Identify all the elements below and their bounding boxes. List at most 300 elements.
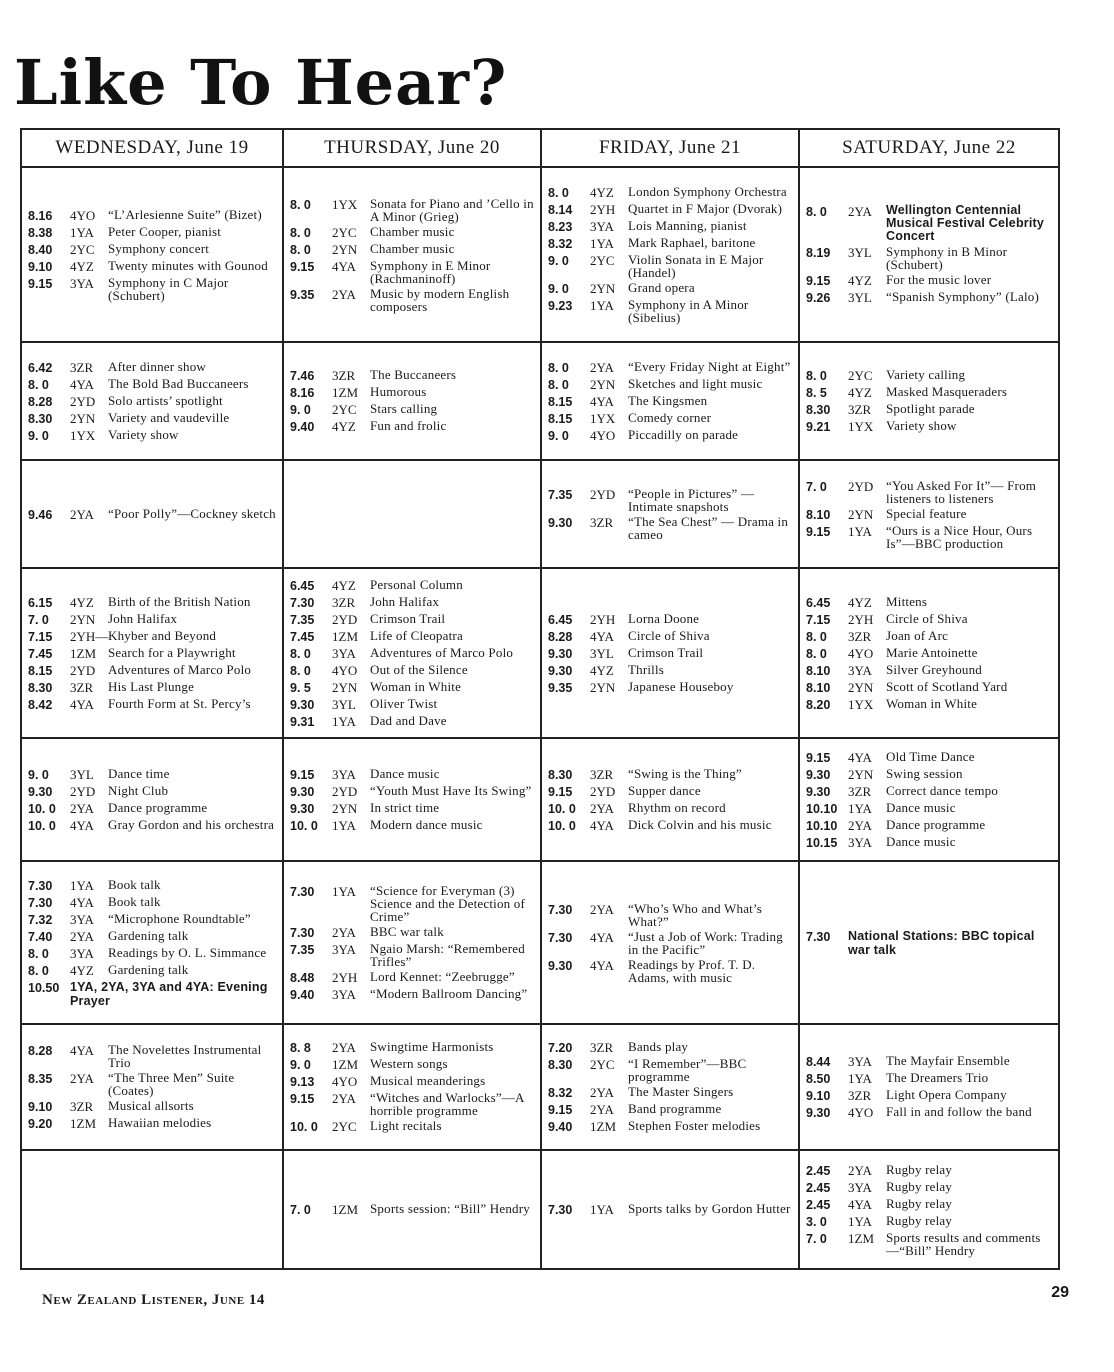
program-time: 9.10 xyxy=(806,1089,831,1103)
program-entry xyxy=(548,801,795,816)
program-entry xyxy=(806,204,1055,243)
station-callsign: 4YZ xyxy=(332,577,356,593)
program-title: Dick Colvin and his music xyxy=(628,816,772,832)
program-title: Symphony in E Minor (Rachmaninoff) xyxy=(370,257,491,286)
program-title: Dad and Dave xyxy=(370,712,447,728)
program-title: “Witches and Warlocks”—A horrible programme xyxy=(370,1090,524,1118)
station-callsign: 4YZ xyxy=(848,594,872,610)
program-title: Birth of the British Nation xyxy=(108,593,251,609)
program-title: Book talk xyxy=(108,876,161,892)
program-time: 8.30 xyxy=(28,411,53,426)
program-entry xyxy=(28,946,279,961)
program-title: Music by modern English composers xyxy=(370,285,510,314)
program-title: Adventures of Marco Polo xyxy=(108,661,252,677)
program-time: 8. 0 xyxy=(28,946,49,961)
program-title: “Poor Polly”—Cockney sketch xyxy=(108,505,276,521)
program-title: After dinner show xyxy=(108,358,206,374)
schedule-cell-wednesday xyxy=(20,461,282,569)
program-title: “The Three Men” Suite (Coates) xyxy=(108,1070,235,1098)
schedule-cell-friday xyxy=(540,739,798,862)
program-entry xyxy=(806,1105,1055,1120)
program-title: Silver Greyhound xyxy=(886,661,982,677)
program-time: 7.30 xyxy=(548,1203,573,1217)
program-time: 8. 0 xyxy=(290,663,311,678)
program-entry xyxy=(548,219,795,234)
program-title: Fun and frolic xyxy=(370,418,447,433)
schedule-cell-saturday xyxy=(798,168,1058,343)
program-entry xyxy=(28,767,279,782)
publication-footer: New Zealand Listener, June 14 xyxy=(42,1292,265,1308)
station-callsign: 2YA xyxy=(590,1102,614,1117)
station-callsign: 3ZR xyxy=(70,679,94,695)
program-time: 8.35 xyxy=(28,1072,53,1086)
program-entry xyxy=(548,236,795,251)
program-entry xyxy=(806,818,1055,833)
program-entry xyxy=(548,958,795,984)
program-time: 9.30 xyxy=(290,697,315,712)
program-time: 9. 0 xyxy=(290,403,311,417)
station-callsign: 2YD xyxy=(332,611,358,627)
station-callsign: 4YZ xyxy=(70,258,94,274)
program-entry xyxy=(548,1057,795,1083)
program-entry xyxy=(290,1119,537,1134)
program-time: 7.30 xyxy=(28,878,53,893)
schedule-cell-friday xyxy=(540,1025,798,1151)
station-callsign: 1YX xyxy=(848,696,874,712)
program-time: 7.35 xyxy=(290,942,315,957)
program-title: Crimson Trail xyxy=(628,644,704,660)
program-time: 9.40 xyxy=(290,420,315,434)
program-time: 8.42 xyxy=(28,697,53,712)
program-title: Readings by O. L. Simmance xyxy=(108,944,267,960)
program-time: 9.10 xyxy=(28,259,53,274)
program-time: 9.35 xyxy=(548,680,573,695)
program-entry xyxy=(806,663,1055,678)
program-time: 10.15 xyxy=(806,835,838,850)
station-callsign: 4YA xyxy=(590,628,614,644)
program-time: 9.20 xyxy=(28,1117,53,1131)
program-entry xyxy=(806,784,1055,799)
program-entry xyxy=(290,242,537,257)
program-entry xyxy=(28,612,279,627)
program-entry xyxy=(806,1088,1055,1103)
station-callsign: 2YC xyxy=(70,241,95,257)
program-entry xyxy=(28,784,279,799)
program-title: Rugby relay xyxy=(886,1195,953,1211)
program-title: Variety show xyxy=(108,426,179,442)
program-title: Symphony in A Minor (Sibelius) xyxy=(628,297,749,325)
program-title: Scott of Scotland Yard xyxy=(886,678,1008,694)
station-callsign: 2YN xyxy=(70,410,96,426)
station-callsign: 2YA xyxy=(590,1085,614,1100)
program-time: 8. 8 xyxy=(290,1041,311,1055)
program-title: Piccadilly on parade xyxy=(628,426,739,442)
program-title: Special feature xyxy=(886,505,967,521)
program-title: Variety show xyxy=(886,418,957,433)
station-callsign: 3ZR xyxy=(848,628,872,644)
station-callsign: 4YO xyxy=(332,1074,358,1089)
program-title: Grand opera xyxy=(628,280,695,295)
program-title: Variety and vaudeville xyxy=(108,409,230,425)
program-time: 8. 0 xyxy=(548,377,569,392)
program-title: “L’Arlesienne Suite” (Bizet) xyxy=(108,206,262,222)
station-callsign: 3YA xyxy=(332,986,356,1002)
program-time: 8.30 xyxy=(806,403,831,417)
station-callsign: 1ZM xyxy=(590,1119,616,1134)
station-callsign: 4YZ xyxy=(848,273,872,288)
program-entry xyxy=(290,884,537,923)
station-callsign: 4YA xyxy=(70,696,94,712)
program-entry xyxy=(806,929,1055,957)
station-callsign: 1YA xyxy=(332,883,356,899)
program-title: Light Opera Company xyxy=(886,1087,1007,1102)
program-title: Gardening talk xyxy=(108,927,189,943)
program-entry xyxy=(806,1180,1055,1195)
program-entry xyxy=(28,663,279,678)
schedule-cell-thursday xyxy=(282,862,540,1025)
program-entry xyxy=(28,507,279,522)
program-title: Lois Manning, pianist xyxy=(628,218,747,233)
program-time: 9.30 xyxy=(548,663,573,678)
program-entry xyxy=(290,612,537,627)
program-title: London Symphony Orchestra xyxy=(628,184,787,199)
program-entry xyxy=(806,1231,1055,1257)
program-time: 3. 0 xyxy=(806,1214,827,1229)
program-entry xyxy=(290,287,537,313)
program-title: “I Remember”—BBC programme xyxy=(628,1056,747,1084)
program-entry xyxy=(290,925,537,940)
station-callsign: 4YA xyxy=(590,817,614,833)
program-time: 6.42 xyxy=(28,360,53,375)
schedule-cell-saturday xyxy=(798,739,1058,862)
station-callsign: 2YC xyxy=(332,1119,357,1134)
program-time: 7. 0 xyxy=(290,1203,311,1217)
station-callsign: 2YC xyxy=(590,1057,615,1072)
program-entry xyxy=(548,663,795,678)
program-time: 9.30 xyxy=(548,646,573,661)
program-entry xyxy=(28,912,279,927)
program-time: 10. 0 xyxy=(28,818,56,833)
station-callsign: 4YA xyxy=(70,894,94,910)
schedule-cell-wednesday xyxy=(20,1151,282,1270)
program-title: Search for a Playwright xyxy=(108,644,236,660)
program-title: Musical meanderings xyxy=(370,1073,486,1088)
program-title: “Spanish Symphony” (Lalo) xyxy=(886,289,1040,304)
program-entry xyxy=(290,942,537,968)
program-entry xyxy=(290,987,537,1002)
station-callsign: 1YA xyxy=(848,800,872,816)
program-title: The Mayfair Ensemble xyxy=(886,1053,1010,1068)
program-time: 8.14 xyxy=(548,203,573,217)
station-callsign: 2YA xyxy=(332,286,356,302)
program-time: 10. 0 xyxy=(548,818,576,833)
station-callsign: 2YH xyxy=(848,611,874,627)
program-time: 8.15 xyxy=(548,394,573,409)
program-time: 9.21 xyxy=(806,420,831,434)
schedule-cell-thursday xyxy=(282,343,540,461)
program-title: BBC war talk xyxy=(370,923,444,939)
station-callsign: 3YA xyxy=(848,834,872,850)
station-callsign: 4YA xyxy=(590,393,614,409)
program-title: Spotlight parade xyxy=(886,401,975,416)
program-entry xyxy=(28,208,279,223)
station-callsign: 4YO xyxy=(848,1105,874,1120)
station-callsign: 2YA xyxy=(332,924,356,940)
program-entry xyxy=(28,895,279,910)
program-time: 8. 0 xyxy=(806,369,827,383)
program-time: 8. 0 xyxy=(28,963,49,978)
program-title: Crimson Trail xyxy=(370,610,446,626)
program-entry xyxy=(548,767,795,782)
program-time: 7.40 xyxy=(28,929,53,944)
program-entry xyxy=(548,784,795,799)
program-time: 10. 0 xyxy=(548,801,576,816)
program-title: Circle of Shiva xyxy=(628,627,710,643)
station-callsign: 2YN xyxy=(590,376,616,392)
program-title: Sketches and light music xyxy=(628,375,763,391)
program-time: 8.32 xyxy=(548,237,573,251)
program-entry xyxy=(548,298,795,324)
station-callsign: 1YA xyxy=(848,1071,872,1086)
program-time: 8.10 xyxy=(806,680,831,695)
station-callsign: 3ZR xyxy=(848,1088,872,1103)
program-entry xyxy=(290,1074,537,1089)
program-entry xyxy=(290,629,537,644)
program-time: 9. 0 xyxy=(548,254,569,268)
program-time: 7.45 xyxy=(290,629,315,644)
program-time: 9. 0 xyxy=(290,1058,311,1072)
schedule-cell-thursday xyxy=(282,1025,540,1151)
program-time: 9. 0 xyxy=(548,428,569,443)
program-time: 9. 0 xyxy=(28,428,49,443)
station-callsign: 3YL xyxy=(848,290,872,305)
station-callsign: 1ZM xyxy=(332,628,358,644)
program-entry xyxy=(806,629,1055,644)
program-entry xyxy=(28,428,279,443)
program-time: 10. 0 xyxy=(290,1120,318,1134)
schedule-cell-friday xyxy=(540,1151,798,1270)
program-time: 10. 0 xyxy=(290,818,318,833)
station-callsign: 2YN xyxy=(590,679,616,695)
program-title: Sports results and comments—“Bill” Hendry xyxy=(886,1229,1041,1258)
program-entry xyxy=(548,1102,795,1117)
program-title: Ngaio Marsh: “Remembered Trifles” xyxy=(370,940,525,969)
program-time: 8.28 xyxy=(28,394,53,409)
schedule-cell-wednesday xyxy=(20,343,282,461)
day-header-thursday: THURSDAY, June 20 xyxy=(282,128,540,168)
program-title: His Last Plunge xyxy=(108,678,195,694)
program-entry xyxy=(548,818,795,833)
program-entry xyxy=(806,479,1055,505)
schedule-cell-thursday xyxy=(282,461,540,569)
program-time: 9.30 xyxy=(290,801,315,816)
program-title: Thrills xyxy=(628,661,665,677)
program-title: Book talk xyxy=(108,893,161,909)
program-title: Masked Masqueraders xyxy=(886,384,1008,399)
program-entry xyxy=(28,980,279,1008)
program-title: The Kingsmen xyxy=(628,392,708,408)
program-entry xyxy=(548,1202,795,1217)
station-callsign: 1YX xyxy=(848,419,874,434)
program-title: “Microphone Roundtable” xyxy=(108,910,251,926)
program-title: The Master Singers xyxy=(628,1084,734,1099)
program-title: “Every Friday Night at Eight” xyxy=(628,358,791,374)
program-entry xyxy=(28,259,279,274)
program-entry xyxy=(548,515,795,541)
program-title: “Youth Must Have Its Swing” xyxy=(370,782,532,798)
program-entry xyxy=(28,697,279,712)
station-callsign: 2YA xyxy=(70,1071,94,1086)
program-title: Peter Cooper, pianist xyxy=(108,223,222,239)
program-entry xyxy=(806,290,1055,305)
page-title: Like To Hear? xyxy=(14,46,508,119)
program-time: 10.10 xyxy=(806,801,838,816)
station-callsign: 1YA xyxy=(590,236,614,251)
program-time: 8. 0 xyxy=(290,242,311,257)
program-title: Life of Cleopatra xyxy=(370,627,463,643)
program-title: Gray Gordon and his orchestra xyxy=(108,816,275,832)
day-header-saturday: SATURDAY, June 22 xyxy=(798,128,1058,168)
program-entry xyxy=(28,411,279,426)
program-title: Dance programme xyxy=(108,799,208,815)
station-callsign: 2YN xyxy=(332,679,358,695)
program-title: Rugby relay xyxy=(886,1178,953,1194)
program-time: 7. 0 xyxy=(28,612,49,627)
page-number: 29 xyxy=(1051,1284,1069,1301)
program-time: 8.30 xyxy=(548,1058,573,1072)
program-title: John Halifax xyxy=(370,593,440,609)
day-header-friday: FRIDAY, June 21 xyxy=(540,128,798,168)
program-time: 7.32 xyxy=(28,912,53,927)
station-callsign: 2YN xyxy=(848,766,874,782)
program-title: Dance programme xyxy=(886,816,986,832)
program-title: Dance music xyxy=(886,833,956,849)
program-entry xyxy=(548,629,795,644)
program-time: 7.30 xyxy=(28,895,53,910)
program-time: 8.15 xyxy=(28,663,53,678)
station-callsign: 3YA xyxy=(70,275,94,291)
program-entry xyxy=(548,411,795,426)
program-title: Modern dance music xyxy=(370,816,483,832)
station-callsign: 2YN xyxy=(590,281,616,296)
program-entry xyxy=(28,242,279,257)
program-title: Dance music xyxy=(886,799,956,815)
program-time: 8.16 xyxy=(290,386,315,400)
station-callsign: 3YA xyxy=(332,645,356,661)
station-callsign: 4YZ xyxy=(332,419,356,434)
schedule-cell-thursday xyxy=(282,739,540,862)
program-time: 9.30 xyxy=(548,958,573,973)
station-callsign: 1YA xyxy=(70,877,94,893)
station-callsign: 4YA xyxy=(590,957,614,973)
station-callsign: 2YA xyxy=(590,359,614,375)
program-title: “Ours is a Nice Hour, Ours Is”—BBC production xyxy=(886,522,1033,551)
program-time: 9.15 xyxy=(806,524,831,539)
program-entry xyxy=(28,595,279,610)
program-entry xyxy=(806,1197,1055,1212)
program-title: Bands play xyxy=(628,1039,689,1054)
station-callsign: 2YN xyxy=(332,800,358,816)
station-callsign: 2YD xyxy=(590,783,616,799)
station-callsign: 2YD xyxy=(332,783,358,799)
program-time: 9. 5 xyxy=(290,680,311,695)
program-entry xyxy=(548,377,795,392)
program-entry xyxy=(806,750,1055,765)
program-entry xyxy=(806,245,1055,271)
program-time: 7.20 xyxy=(548,1041,573,1055)
program-entry xyxy=(290,197,537,223)
program-time: 9.30 xyxy=(548,516,573,530)
program-time: 9.35 xyxy=(290,287,315,302)
program-time: 9.23 xyxy=(548,299,573,313)
program-entry xyxy=(548,202,795,217)
program-title: Lord Kennet: “Zeebrugge” xyxy=(370,968,515,984)
station-callsign: 2YN xyxy=(70,611,96,627)
program-time: 9.30 xyxy=(806,1106,831,1120)
program-entry xyxy=(290,1202,537,1217)
schedule-cell-friday xyxy=(540,168,798,343)
program-title: Stars calling xyxy=(370,401,438,416)
schedule-cell-thursday xyxy=(282,1151,540,1270)
station-callsign: 2YC xyxy=(332,402,357,417)
program-entry xyxy=(806,595,1055,610)
program-time: 9.15 xyxy=(290,259,315,274)
program-time: 9. 0 xyxy=(28,767,49,782)
station-callsign: 3ZR xyxy=(848,402,872,417)
program-title: The Novelettes Instrumental Trio xyxy=(108,1042,262,1070)
station-callsign: 2YA xyxy=(590,800,614,816)
program-title: Chamber music xyxy=(370,223,455,239)
program-title: Woman in White xyxy=(370,678,462,694)
station-callsign: 3YA xyxy=(70,945,94,961)
program-entry xyxy=(290,225,537,240)
program-time: 9.46 xyxy=(28,507,53,522)
program-time: 9.13 xyxy=(290,1075,315,1089)
station-callsign: 3ZR xyxy=(590,515,614,530)
program-entry xyxy=(806,835,1055,850)
program-entry xyxy=(28,629,279,644)
program-title: Fall in and follow the band xyxy=(886,1104,1032,1119)
program-title: For the music lover xyxy=(886,272,992,287)
program-entry xyxy=(290,595,537,610)
day-header-wednesday: WEDNESDAY, June 19 xyxy=(20,128,282,168)
program-title: Old Time Dance xyxy=(886,748,975,764)
program-title: Joan of Arc xyxy=(886,627,949,643)
program-time: 8.20 xyxy=(806,697,831,712)
program-time: 9.40 xyxy=(290,987,315,1002)
program-time: 7.30 xyxy=(548,902,573,917)
program-time: 7.30 xyxy=(806,929,831,944)
program-time: 7.46 xyxy=(290,369,315,383)
program-entry xyxy=(548,281,795,296)
program-title: Symphony in B Minor (Schubert) xyxy=(886,244,1008,272)
program-entry xyxy=(548,612,795,627)
program-title: Night Club xyxy=(108,782,169,798)
station-callsign: 2YD xyxy=(590,487,616,502)
program-title: “Who’s Who and What’s What?” xyxy=(628,900,763,929)
program-entry xyxy=(806,507,1055,522)
program-title: Oliver Twist xyxy=(370,695,438,711)
program-title: Swingtime Harmonists xyxy=(370,1039,494,1054)
station-callsign: 1YA xyxy=(590,298,614,313)
station-callsign: 1ZM xyxy=(70,1116,96,1131)
program-title: Lorna Doone xyxy=(628,610,700,626)
program-time: 8.30 xyxy=(28,680,53,695)
station-callsign: 1YA xyxy=(332,817,356,833)
program-time: 8. 0 xyxy=(28,377,49,392)
station-callsign: 1YA xyxy=(70,224,94,240)
station-callsign: 3YL xyxy=(332,696,356,712)
